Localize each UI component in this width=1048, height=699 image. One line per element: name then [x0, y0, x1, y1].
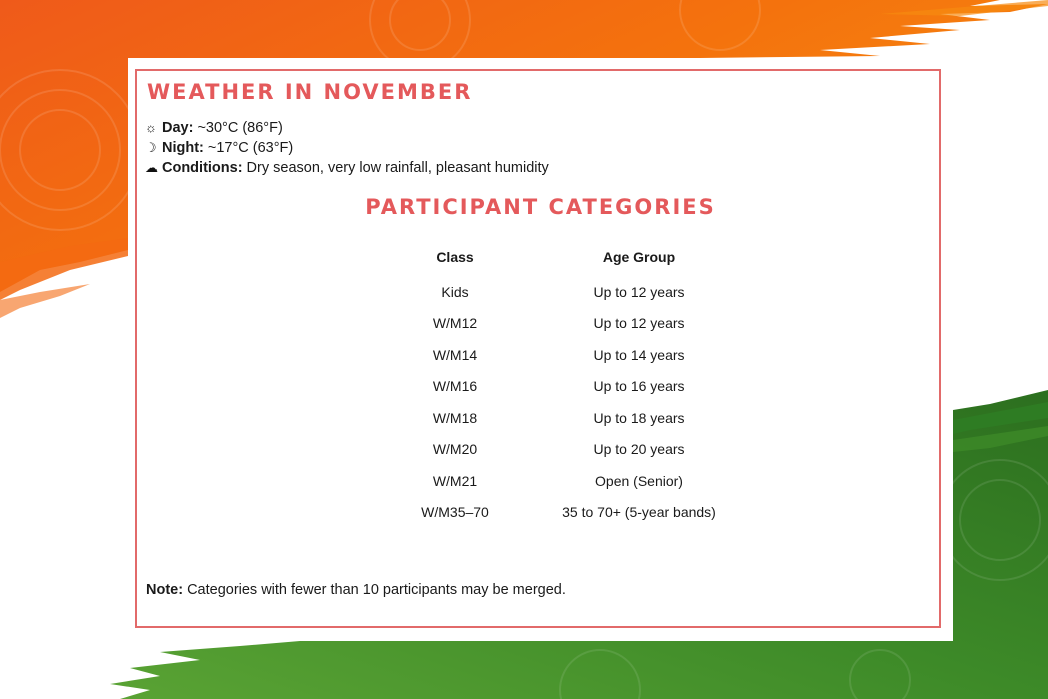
weather-night-label: Night: [162, 140, 204, 156]
categories-table [398, 246, 766, 528]
age-group-cell: Open (Senior) [595, 472, 683, 489]
weather-day [145, 118, 549, 138]
age-group-cell: Up to 14 years [593, 346, 685, 363]
table-row [398, 465, 766, 497]
weather-conditions [145, 158, 549, 178]
note-label: Note: [146, 582, 184, 598]
table-header-row [398, 246, 766, 276]
column-header-class: Class [436, 249, 474, 265]
age-group-cell: Up to 20 years [593, 441, 685, 458]
sun-icon: ☼ [145, 120, 157, 135]
age-group-cell: Up to 12 years [593, 315, 685, 332]
class-cell: Kids [441, 283, 469, 300]
class-cell: W/M18 [432, 409, 478, 426]
categories-title: PARTICIPANT CATEGORIES [365, 195, 716, 219]
table-row [398, 339, 766, 371]
weather-conditions-value: Dry season, very low rainfall, pleasant humidity [246, 160, 549, 176]
table-row [398, 497, 766, 529]
weather-title: WEATHER IN NOVEMBER [147, 80, 473, 104]
table-row [398, 308, 766, 340]
weather-list [145, 118, 549, 178]
note [146, 582, 566, 598]
age-group-cell: Up to 12 years [593, 283, 685, 300]
column-header-age-group: Age Group [602, 249, 676, 265]
moon-icon: ☽ [145, 140, 157, 155]
class-cell: W/M20 [432, 441, 478, 458]
age-group-cell: 35 to 70+ (5-year bands) [562, 504, 716, 521]
class-cell: W/M21 [432, 472, 478, 489]
class-cell: W/M12 [432, 315, 478, 332]
weather-day-label: Day: [162, 120, 194, 136]
weather-day-value: ~30°C (86°F) [197, 120, 283, 136]
table-row [398, 276, 766, 308]
class-cell: W/M14 [432, 346, 478, 363]
class-cell: W/M35–70 [421, 504, 489, 521]
table-row [398, 402, 766, 434]
age-group-cell: Up to 18 years [593, 409, 685, 426]
note-text: Categories with fewer than 10 participants may be merged. [187, 582, 566, 598]
table-row [398, 371, 766, 403]
table-row [398, 434, 766, 466]
age-group-cell: Up to 16 years [593, 378, 685, 395]
weather-conditions-label: Conditions: [162, 160, 243, 176]
info-card [128, 58, 953, 641]
weather-night [145, 138, 549, 158]
weather-night-value: ~17°C (63°F) [207, 140, 294, 156]
class-cell: W/M16 [432, 378, 478, 395]
cloud-sun-icon: ☁ [145, 160, 158, 175]
